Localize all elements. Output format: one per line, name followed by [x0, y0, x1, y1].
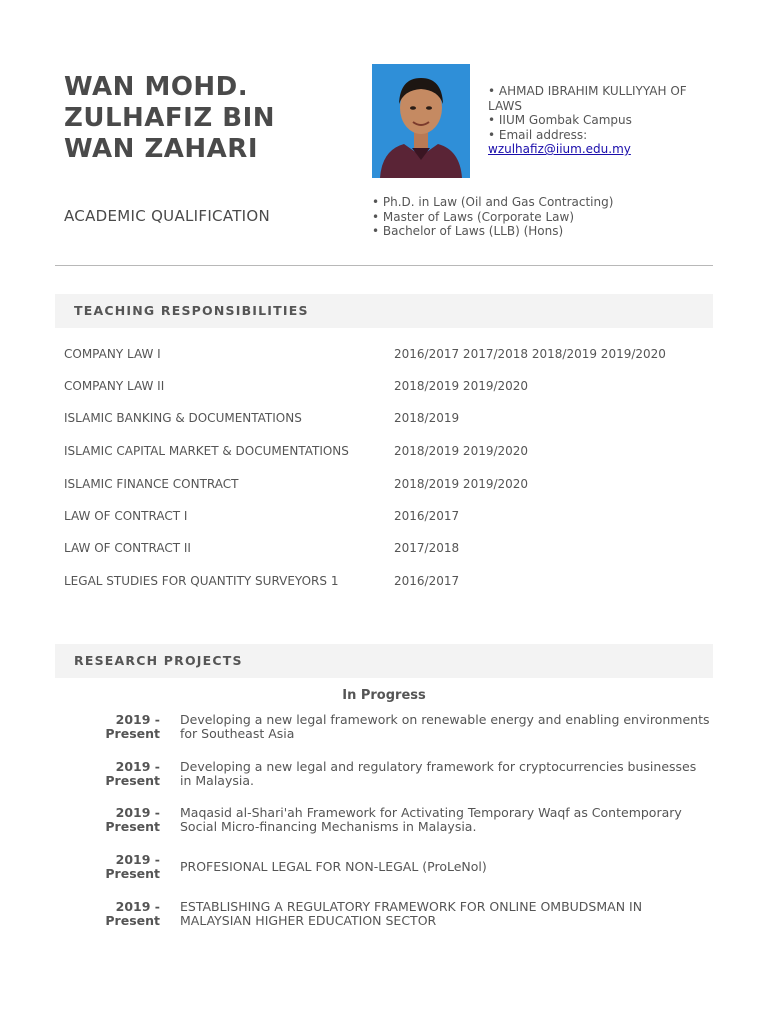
academic-qualification-list	[372, 195, 613, 239]
qualification-item: • Ph.D. in Law (Oil and Gas Contracting)	[372, 195, 614, 209]
project-date-end: Present	[105, 773, 160, 788]
in-progress-subheading: In Progress	[342, 688, 426, 703]
project-description: ESTABLISHING A REGULATORY FRAMEWORK FOR ONLINE OMBUDSMAN IN MALAYSIAN HIGHER EDUCATION SECTOR	[180, 899, 643, 928]
project-date	[64, 713, 160, 741]
project-date-start: 2019 -	[115, 805, 160, 820]
course-name: COMPANY LAW I	[64, 347, 161, 361]
contact-campus: • IIUM Gombak Campus	[488, 113, 632, 127]
course-years: 2016/2017	[394, 509, 460, 523]
project-date	[64, 760, 160, 788]
course-years: 2018/2019 2019/2020	[394, 444, 529, 458]
project-description: Maqasid al-Shari'ah Framework for Activating Temporary Waqf as Contemporary Social Micro-financing Mechanisms in Malaysia.	[180, 805, 682, 834]
course-name: ISLAMIC CAPITAL MARKET & DOCUMENTATIONS	[64, 444, 349, 458]
academic-qualification-label: ACADEMIC QUALIFICATION	[64, 207, 271, 225]
project-date-start: 2019 -	[115, 852, 160, 867]
project-date	[64, 900, 160, 928]
research-projects-heading: RESEARCH PROJECTS	[55, 644, 713, 678]
course-name: ISLAMIC BANKING & DOCUMENTATIONS	[64, 411, 302, 425]
course-name: LEGAL STUDIES FOR QUANTITY SURVEYORS 1	[64, 574, 339, 588]
contact-email-label: • Email address:	[488, 127, 588, 142]
project-date-start: 2019 -	[115, 899, 160, 914]
course-years: 2016/2017 2017/2018 2018/2019 2019/2020	[394, 347, 666, 361]
course-years: 2017/2018	[394, 541, 460, 555]
project-description: Developing a new legal and regulatory framework for cryptocurrencies businesses in Malaysia.	[180, 759, 697, 788]
contact-faculty-cont: LAWS	[488, 98, 522, 113]
qualification-item: • Master of Laws (Corporate Law)	[372, 209, 575, 224]
name-line-3: WAN ZAHARI	[64, 134, 258, 164]
project-date-end: Present	[105, 726, 160, 741]
teaching-responsibilities-heading: TEACHING RESPONSIBILITIES	[55, 294, 713, 328]
project-date-end: Present	[105, 866, 160, 881]
name-line-2: ZULHAFIZ BIN	[64, 103, 276, 133]
profile-name	[64, 72, 354, 165]
project-date-start: 2019 -	[115, 759, 160, 774]
course-years: 2018/2019 2019/2020	[394, 477, 529, 491]
course-name: ISLAMIC FINANCE CONTRACT	[64, 477, 239, 491]
project-date-start: 2019 -	[115, 712, 160, 727]
course-name: COMPANY LAW II	[64, 379, 165, 393]
course-years: 2018/2019 2019/2020	[394, 379, 529, 393]
project-description: Developing a new legal framework on renewable energy and enabling environments for Southeast Asia	[180, 712, 710, 741]
project-date-end: Present	[105, 819, 160, 834]
profile-photo	[372, 64, 470, 178]
project-date	[64, 853, 160, 881]
project-description: PROFESIONAL LEGAL FOR NON-LEGAL (ProLeNol)	[180, 859, 487, 874]
course-name: LAW OF CONTRACT I	[64, 509, 188, 523]
project-date	[64, 806, 160, 834]
section-divider	[55, 265, 713, 266]
email-link[interactable]: wzulhafiz@iium.edu.my	[488, 142, 631, 156]
contact-faculty: • AHMAD IBRAHIM KULLIYYAH OF	[488, 84, 687, 98]
course-years: 2016/2017	[394, 574, 460, 588]
project-date-end: Present	[105, 913, 160, 928]
contact-info	[488, 84, 718, 157]
qualification-item: • Bachelor of Laws (LLB) (Hons)	[372, 224, 564, 238]
course-years: 2018/2019	[394, 411, 460, 425]
name-line-1: WAN MOHD.	[64, 72, 249, 102]
course-name: LAW OF CONTRACT II	[64, 541, 191, 555]
